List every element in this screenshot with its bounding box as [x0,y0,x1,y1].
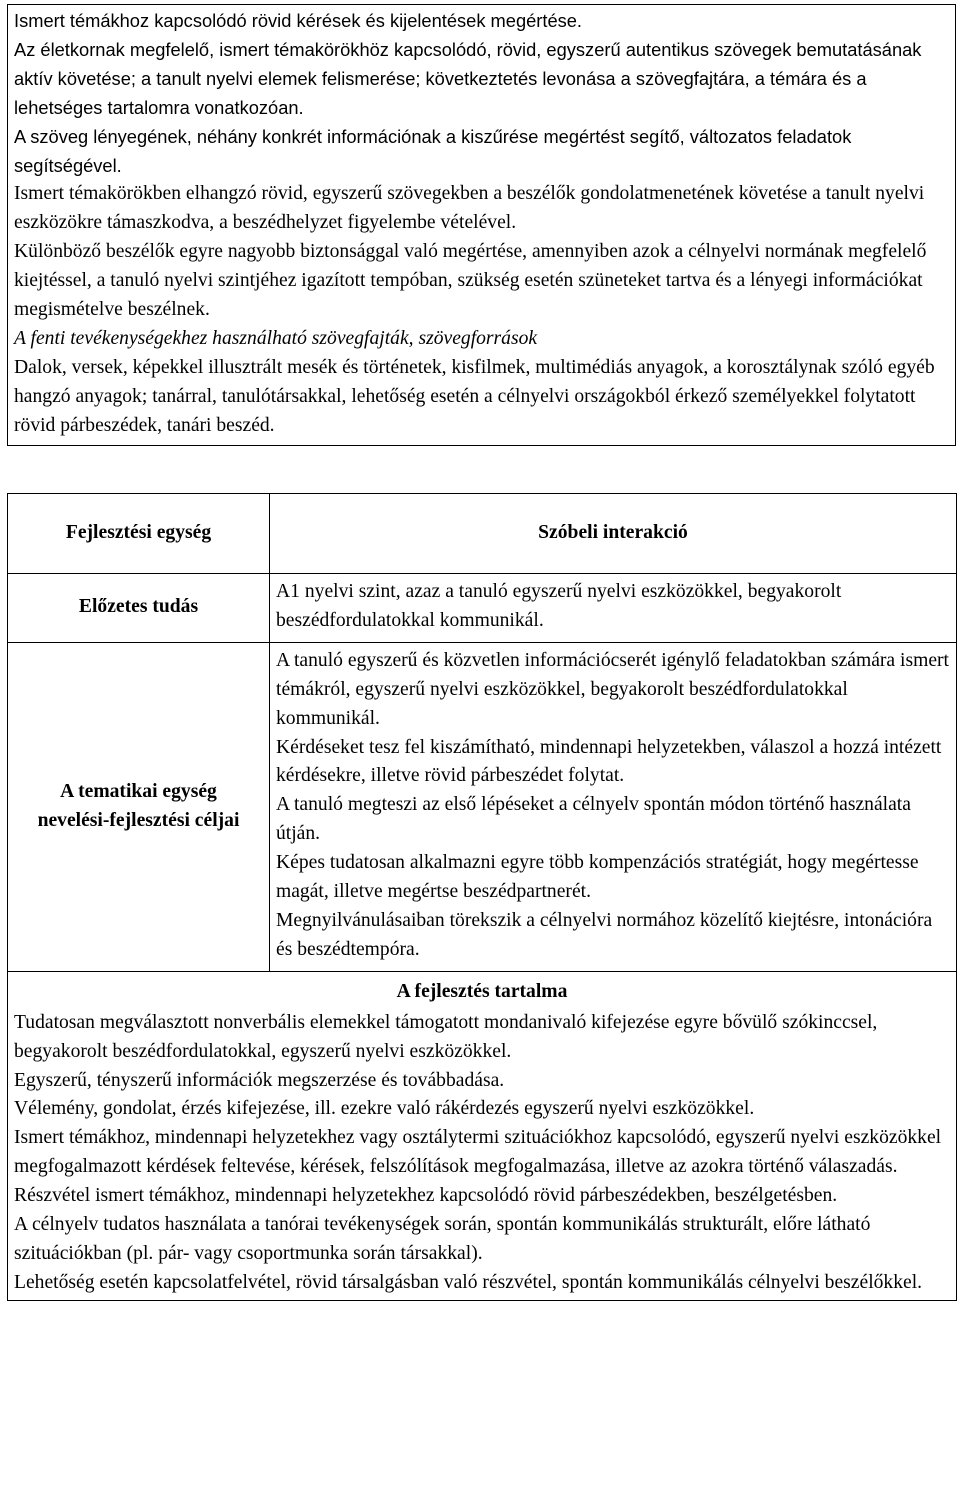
content-item: Ismert témákhoz, mindennapi helyzetekhez vagy osztálytermi szituációkhoz kapcsolódó, egyszerű nyelvi eszközökkel megfogalmazott kérdések feltevése, kérések, felszólítások megfogalmazása, illetve az azokra történő válaszadás. [14,1127,942,1178]
goals-label: A tematikai egység nevelési-fejlesztési céljai [8,642,270,971]
content-item: Tudatosan megválasztott nonverbális elemekkel támogatott mondanivaló kifejezése egyre bővülő szókinccsel, begyakorolt beszédfordulatokkal, egyszerű nyelvi eszközökkel. [14,1011,878,1062]
goal-item: Képes tudatosan alkalmazni egyre több kompenzációs stratégiát, hogy megértesse magát, illetve megértse beszédpartnerét. [276,852,919,903]
text-types-heading: A fenti tevékenységekhez használható szövegfajták, szövegforrások [14,327,538,349]
goal-item: A tanuló egyszerű és közvetlen információcserét igénylő feladatokban számára ismert témákról, egyszerű nyelvi eszközökkel, begyakorolt beszédfordulatokkal kommunikál. [276,649,949,729]
development-content-heading: A fejlesztés tartalma [396,980,568,1002]
text-types-list: Dalok, versek, képekkel illusztrált mesék és történetek, kisfilmek, multimédiás anyagok, a korosztálynak szóló egyéb hangzó anyagok; tanárral, tanulótársakkal, lehetőség esetén a célnyelvi országokból érkező személyekkel folytatott rövid párbeszédek, tanári beszéd. [14,356,935,436]
development-content-cell [8,971,957,1300]
curriculum-table [7,493,957,1301]
table-row [8,642,957,971]
development-unit-value: Szóbeli interakció [270,494,957,574]
listening-section [7,4,956,446]
paragraph-2: Az életkornak megfelelő, ismert témakörökhöz kapcsolódó, rövid, egyszerű autentikus szövegek bemutatásának aktív követése; a tanult nyelvi elemek felismerése; következtetés levonása a szövegfajtára, a témára és a lehetséges tartalomra vonatkozóan. [14,38,922,118]
table-row [8,971,957,1300]
goal-item: Megnyilvánulásaiban törekszik a célnyelvi normához közelítő kiejtésre, intonációra és beszédtempóra. [276,909,933,960]
content-item: Vélemény, gondolat, érzés kifejezése, ill. ezekre való rákérdezés egyszerű nyelvi eszközökkel. [14,1098,755,1120]
content-item: Lehetőség esetén kapcsolatfelvétel, rövid társalgásban való részvétel, spontán kommunikálás célnyelvi beszélőkkel. [14,1271,923,1293]
development-unit-label: Fejlesztési egység [8,494,270,574]
goals-cell [270,642,957,971]
paragraph-5: Különböző beszélők egyre nagyobb biztonsággal való megértése, amennyiben azok a célnyelvi normának megfelelő kiejtéssel, a tanuló nyelvi szintjéhez igazított tempóban, szükség esetén szüneteket tartva és a lényegi információkat megismételve beszélnek. [14,241,927,321]
paragraph-4: Ismert témakörökben elhangzó rövid, egyszerű szövegekben a beszélők gondolatmenetének követése a tanult nyelvi eszközökre támaszkodva, a beszédhelyzet figyelembe vételével. [14,183,925,234]
content-item: Részvétel ismert témákhoz, mindennapi helyzetekhez kapcsolódó rövid párbeszédekben, beszélgetésben. [14,1185,838,1207]
paragraph-1: Ismert témákhoz kapcsolódó rövid kérések és kijelentések megértése. [14,10,582,31]
content-item: A célnyelv tudatos használata a tanórai tevékenységek során, spontán kommunikálás strukturált, előre látható szituációkban (pl. pár- vagy csoportmunka során társakkal). [14,1214,871,1264]
prior-knowledge-label: Előzetes tudás [8,574,270,643]
goal-item: Kérdéseket tesz fel kiszámítható, mindennapi helyzetekben, válaszol a hozzá intézett kérdésekre, illetve rövid párbeszédet folytat. [276,736,942,787]
table-row [8,574,957,643]
paragraph-3: A szöveg lényegének, néhány konkrét információnak a kiszűrése megértést segítő, változatos feladatok segítségével. [14,125,852,176]
table-row [8,494,957,574]
goal-item: A tanuló megteszi az első lépéseket a célnyelv spontán módon történő használata útján. [276,794,911,845]
prior-knowledge-value: A1 nyelvi szint, azaz a tanuló egyszerű nyelvi eszközökkel, begyakorolt beszédfordulatokkal kommunikál. [270,574,957,643]
content-item: Egyszerű, tényszerű információk megszerzése és továbbadása. [14,1069,505,1091]
